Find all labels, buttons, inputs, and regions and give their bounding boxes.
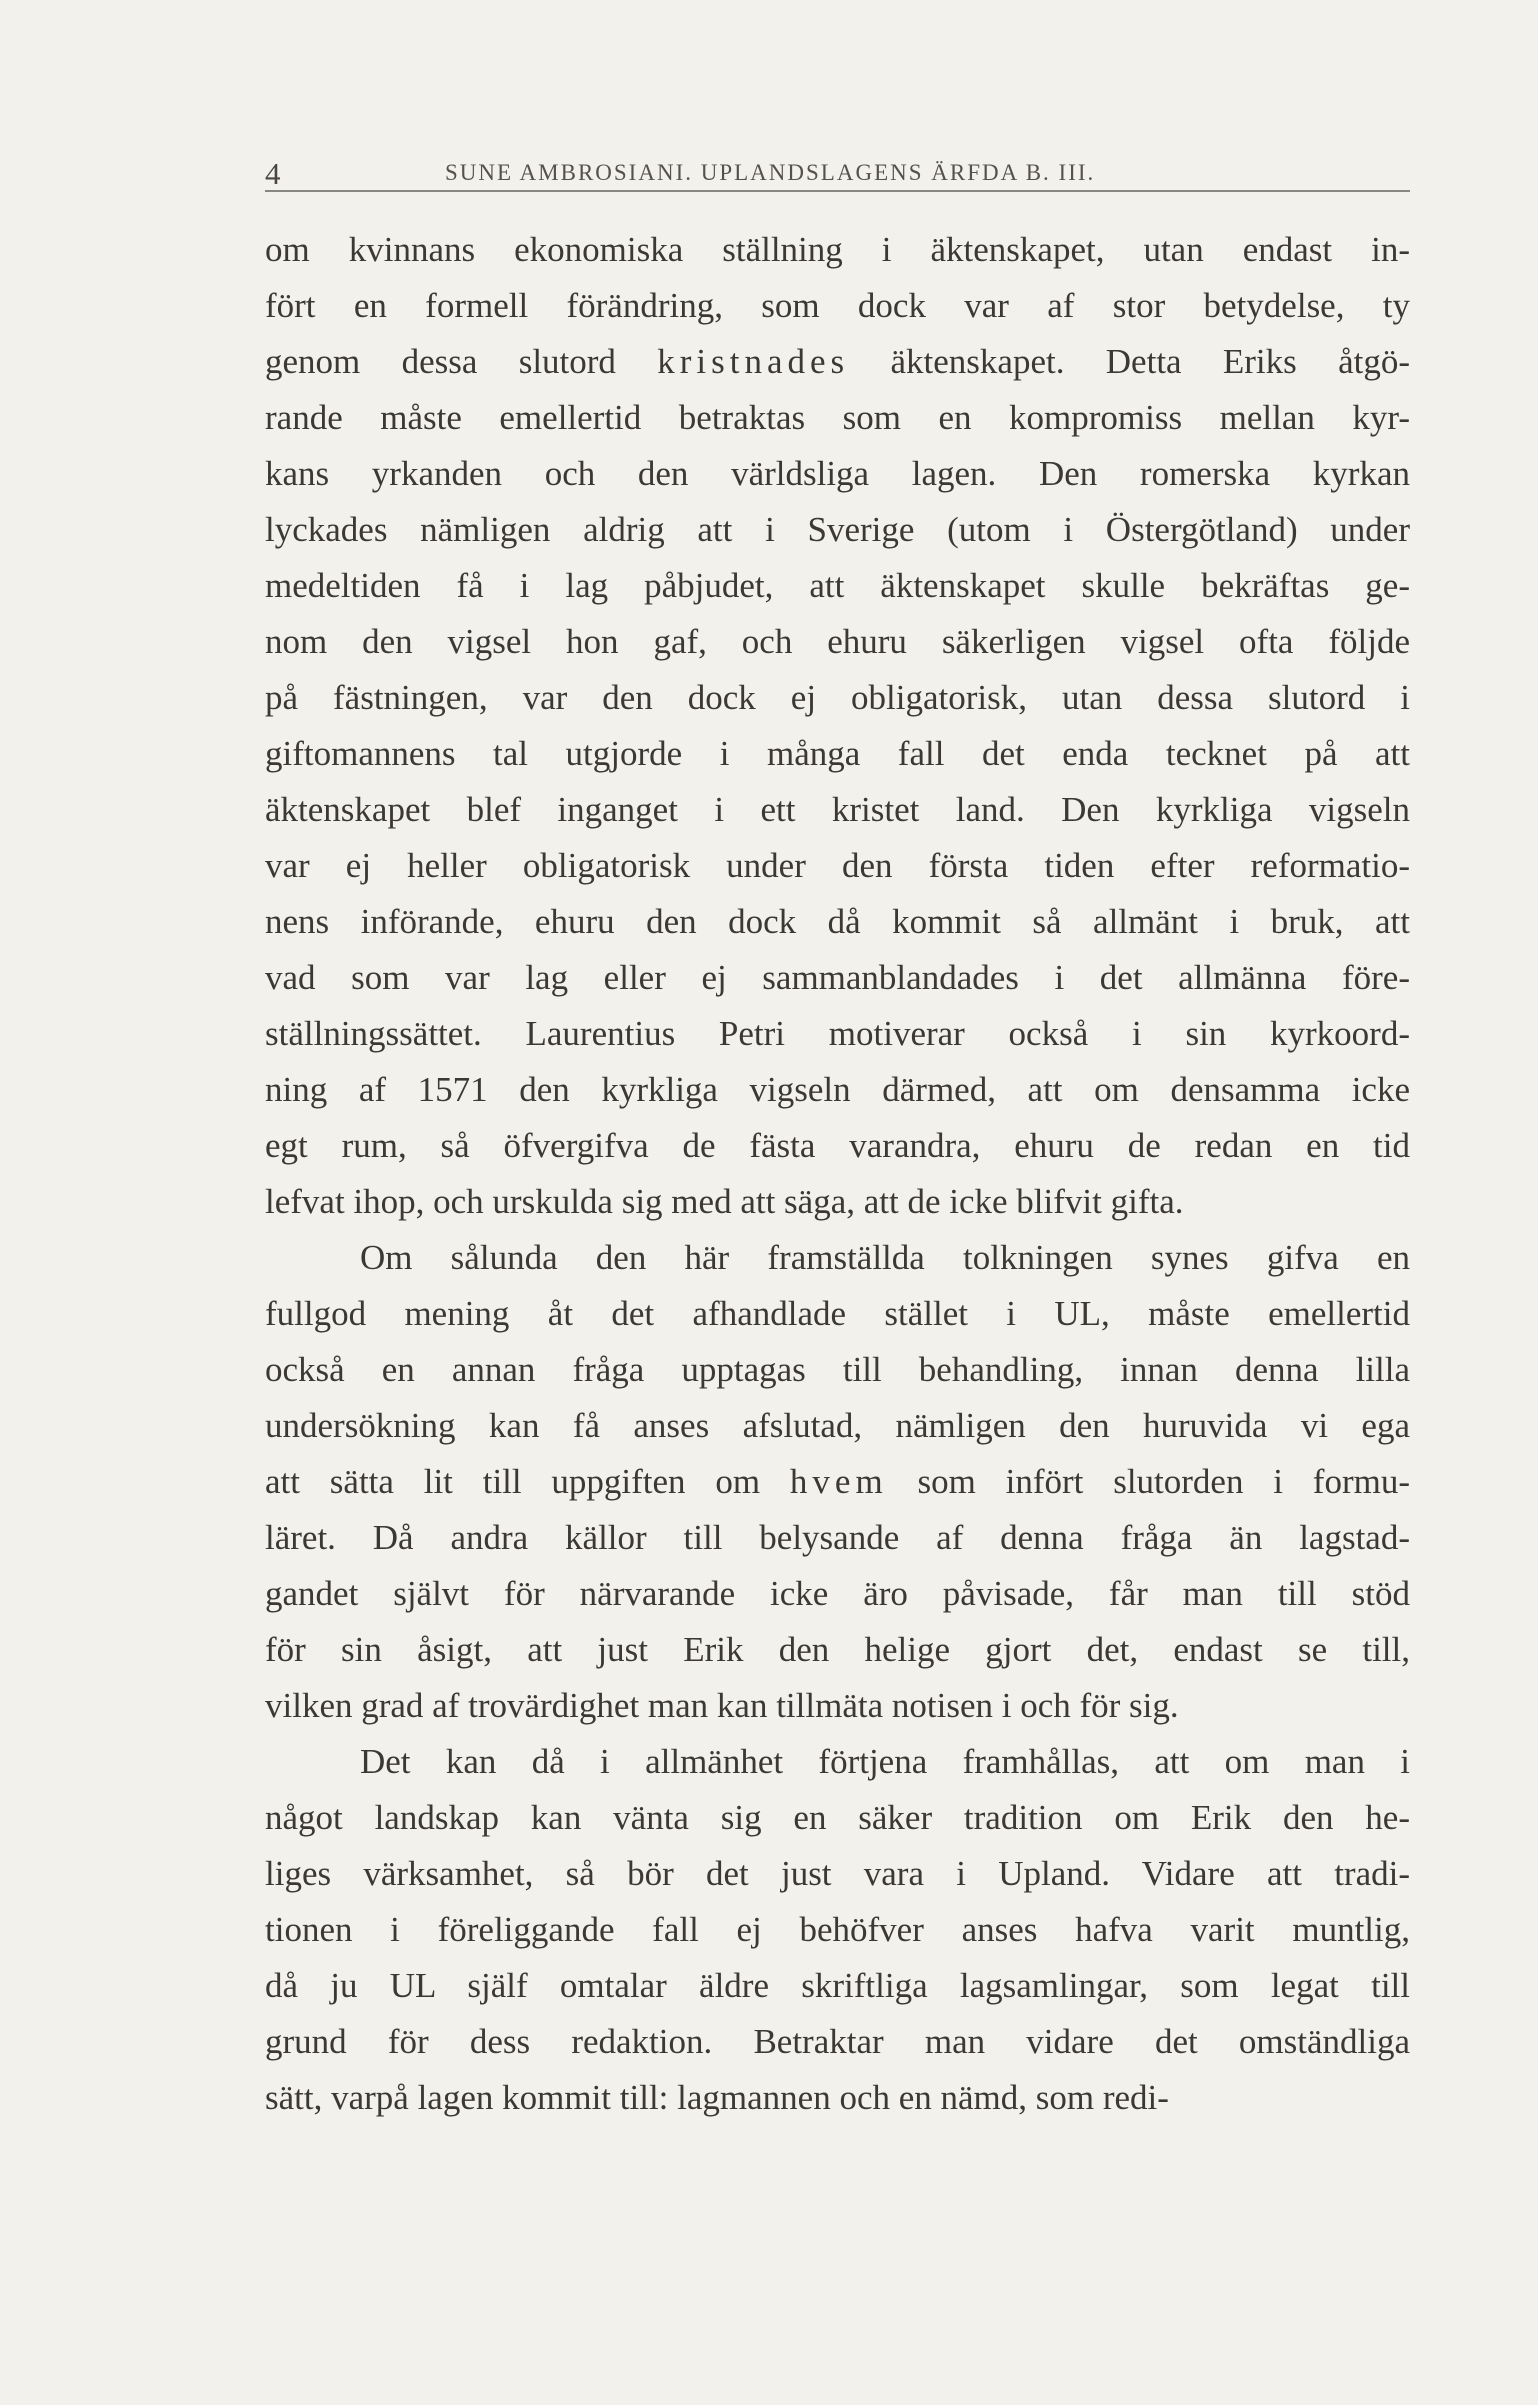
text-run: något landskap kan vänta sig en säker tradition om Erik den he- [265,1798,1410,1837]
text-run: också en annan fråga upptagas till behandling, innan denna lilla [265,1350,1410,1389]
text-line [265,950,1410,1006]
text-run: rande måste emellertid betraktas som en kompromiss mellan kyr- [265,398,1410,437]
text-run: vilken grad af trovärdighet man kan tillmäta notisen i och för sig. [265,1686,1179,1725]
text-run: gandet självt för närvarande icke äro påvisade, får man till stöd [265,1574,1410,1613]
text-line [265,1006,1410,1062]
text-line [265,1846,1410,1902]
text-line [265,1622,1410,1678]
text-line [265,1454,1410,1510]
text-line [265,1398,1410,1454]
text-line [265,502,1410,558]
text-line [265,726,1410,782]
text-line [265,334,1410,390]
text-line [265,1958,1410,2014]
text-run: på fästningen, var den dock ej obligatorisk, utan dessa slutord i [265,678,1410,717]
text-run: liges värksamhet, så bör det just vara i Upland. Vidare att tradi- [265,1854,1410,1893]
text-line [265,1286,1410,1342]
text-line [265,1118,1410,1174]
text-line [265,1174,1410,1230]
text-run: nens införande, ehuru den dock då kommit så allmänt i bruk, att [265,902,1410,941]
text-run: som infört slutorden i formu- [887,1462,1410,1501]
text-run: lyckades nämligen aldrig att i Sverige (utom i Östergötland) under [265,510,1410,549]
page-header [265,150,1410,192]
text-line [265,390,1410,446]
text-line [265,1062,1410,1118]
text-line [265,1230,1410,1286]
text-line [265,670,1410,726]
text-run: fört en formell förändring, som dock var af stor betydelse, ty [265,286,1410,325]
text-line [265,278,1410,334]
text-run: sätt, varpå lagen kommit till: lagmannen och en nämd, som redi- [265,2078,1169,2117]
text-run: för sin åsigt, att just Erik den helige gjort det, endast se till, [265,1630,1410,1669]
text-line [265,838,1410,894]
text-run: vad som var lag eller ej sammanblandades i det allmänna före- [265,958,1410,997]
text-run: äktenskapet blef inganget i ett kristet land. Den kyrkliga vigseln [265,790,1410,829]
text-line [265,1678,1410,1734]
text-line [265,1734,1410,1790]
text-run: tionen i föreliggande fall ej behöfver anses hafva varit muntlig, [265,1910,1410,1949]
text-line [265,2014,1410,2070]
body-text [265,222,1410,2126]
text-run: giftomannens tal utgjorde i många fall det enda tecknet på att [265,734,1410,773]
text-run: nom den vigsel hon gaf, och ehuru säkerligen vigsel ofta följde [265,622,1410,661]
spaced-emphasis: kristnades [657,342,850,381]
text-line [265,1510,1410,1566]
text-line [265,222,1410,278]
text-run: fullgod mening åt det afhandlade stället i UL, måste emellertid [265,1294,1410,1333]
text-line [265,1902,1410,1958]
text-line [265,446,1410,502]
text-run: ställningssättet. Laurentius Petri motiverar också i sin kyrkoord- [265,1014,1410,1053]
text-line [265,1790,1410,1846]
text-run: ning af 1571 den kyrkliga vigseln därmed, att om densamma icke [265,1070,1410,1109]
text-run: kans yrkanden och den världsliga lagen. Den romerska kyrkan [265,454,1410,493]
text-run: Det kan då i allmänhet förtjena framhållas, att om man i [360,1742,1410,1781]
text-run: om kvinnans ekonomiska ställning i äktenskapet, utan endast in- [265,230,1410,269]
text-line [265,614,1410,670]
text-run: egt rum, så öfvergifva de fästa varandra, ehuru de redan en tid [265,1126,1410,1165]
spaced-emphasis: hvem [789,1462,888,1501]
text-line [265,782,1410,838]
text-run: lefvat ihop, och urskulda sig med att säga, att de icke blifvit gifta. [265,1182,1184,1221]
text-run: äktenskapet. Detta Eriks åtgö- [849,342,1410,381]
text-run: genom dessa slutord [265,342,658,381]
text-run: undersökning kan få anses afslutad, nämligen den huruvida vi ega [265,1406,1410,1445]
text-line [265,1566,1410,1622]
text-run: läret. Då andra källor till belysande af denna fråga än lagstad- [265,1518,1410,1557]
text-line [265,1342,1410,1398]
page-number: 4 [265,156,281,191]
text-line [265,558,1410,614]
text-run: grund för dess redaktion. Betraktar man vidare det omständliga [265,2022,1410,2061]
text-run: var ej heller obligatorisk under den första tiden efter reformatio- [265,846,1410,885]
text-run: medeltiden få i lag påbjudet, att äktenskapet skulle bekräftas ge- [265,566,1410,605]
running-title: SUNE AMBROSIANI. UPLANDSLAGENS ÄRFDA B. III. [445,160,1096,185]
text-line [265,2070,1410,2126]
text-run: att sätta lit till uppgiften om [265,1462,790,1501]
text-run: då ju UL själf omtalar äldre skriftliga lagsamlingar, som legat till [265,1966,1410,2005]
text-run: Om sålunda den här framställda tolkningen synes gifva en [360,1238,1410,1277]
text-line [265,894,1410,950]
